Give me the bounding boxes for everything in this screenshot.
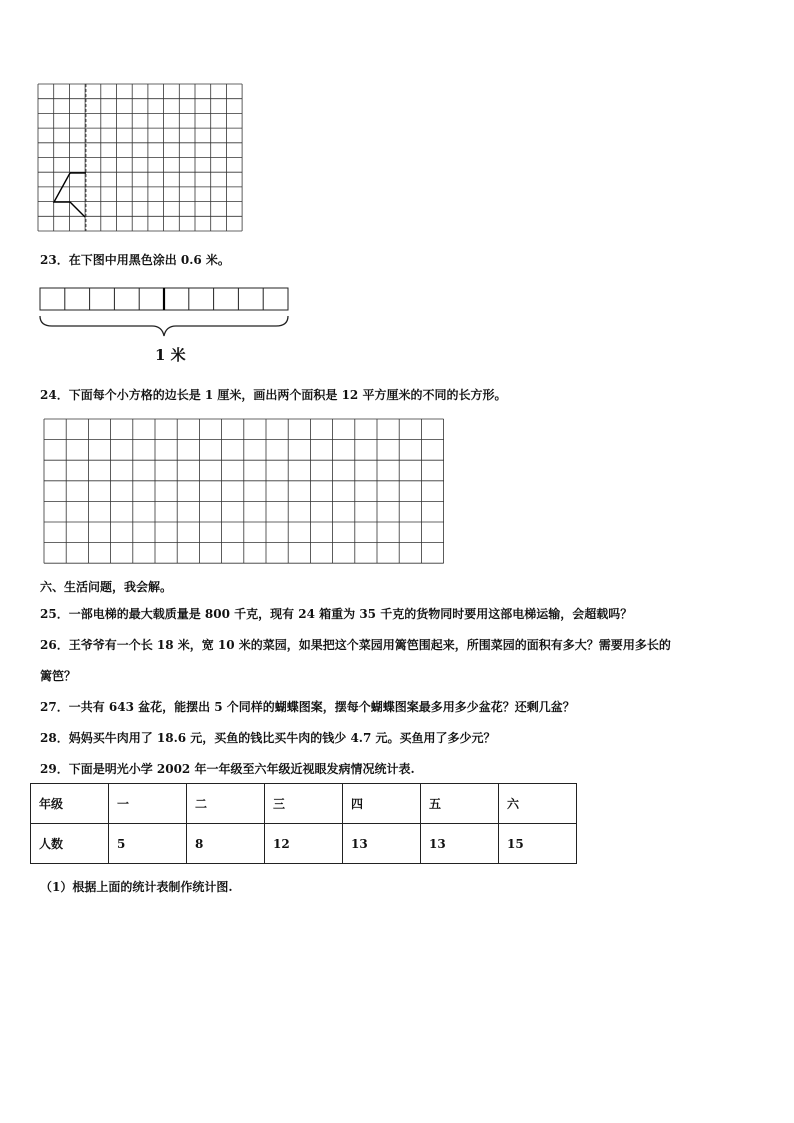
meter-ruler[interactable] xyxy=(40,288,300,348)
question-26-continued: 篱笆？ xyxy=(40,669,77,683)
question-29: 29．下面是明光小学 2002 年一年级至六年级近视眼发病情况统计表. xyxy=(40,762,415,776)
table-cell: 8 xyxy=(187,824,265,864)
brace xyxy=(40,316,288,336)
table-cell: 二 xyxy=(187,784,265,824)
table-cell: 年级 xyxy=(31,784,109,824)
table-cell: 人数 xyxy=(31,824,109,864)
table-cell: 三 xyxy=(265,784,343,824)
question-24: 24．下面每个小方格的边长是 1 厘米，画出两个面积是 12 平方厘米的不同的长方形。 xyxy=(40,388,507,402)
question-28: 28．妈妈买牛肉用了 18.6 元，买鱼的钱比买牛肉的钱少 4.7 元。买鱼用了多少元？ xyxy=(40,731,496,745)
table-cell: 13 xyxy=(343,824,421,864)
table-cell: 一 xyxy=(109,784,187,824)
table-row-data xyxy=(31,824,577,864)
table-row-header xyxy=(31,784,577,824)
table-cell: 15 xyxy=(499,824,577,864)
myopia-stats-table xyxy=(30,783,577,864)
symmetry-grid xyxy=(38,84,248,234)
ruler-label: 1 米 xyxy=(155,346,186,364)
question-29-part-1: （1）根据上面的统计表制作统计图. xyxy=(40,880,233,894)
table-cell: 四 xyxy=(343,784,421,824)
table-cell: 五 xyxy=(421,784,499,824)
question-26: 26．王爷爷有一个长 18 米，宽 10 米的菜园，如果把这个菜园用篱笆围起来，所围菜园的面积有多大？需要用多长的 xyxy=(40,638,671,652)
question-25: 25．一部电梯的最大载质量是 800 千克，现有 24 箱重为 35 千克的货物同时要用这部电梯运输，会超载吗？ xyxy=(40,607,633,621)
centimeter-grid[interactable] xyxy=(44,419,454,569)
table-cell: 13 xyxy=(421,824,499,864)
question-23: 23．在下图中用黑色涂出 0.6 米。 xyxy=(40,253,230,267)
table-cell: 12 xyxy=(265,824,343,864)
table-cell: 5 xyxy=(109,824,187,864)
question-27: 27．一共有 643 盆花，能摆出 5 个同样的蝴蝶图案，摆每个蝴蝶图案最多用多少盆花？还剩几盆？ xyxy=(40,700,575,714)
section-six-title: 六、生活问题，我会解。 xyxy=(40,580,173,594)
table-cell: 六 xyxy=(499,784,577,824)
